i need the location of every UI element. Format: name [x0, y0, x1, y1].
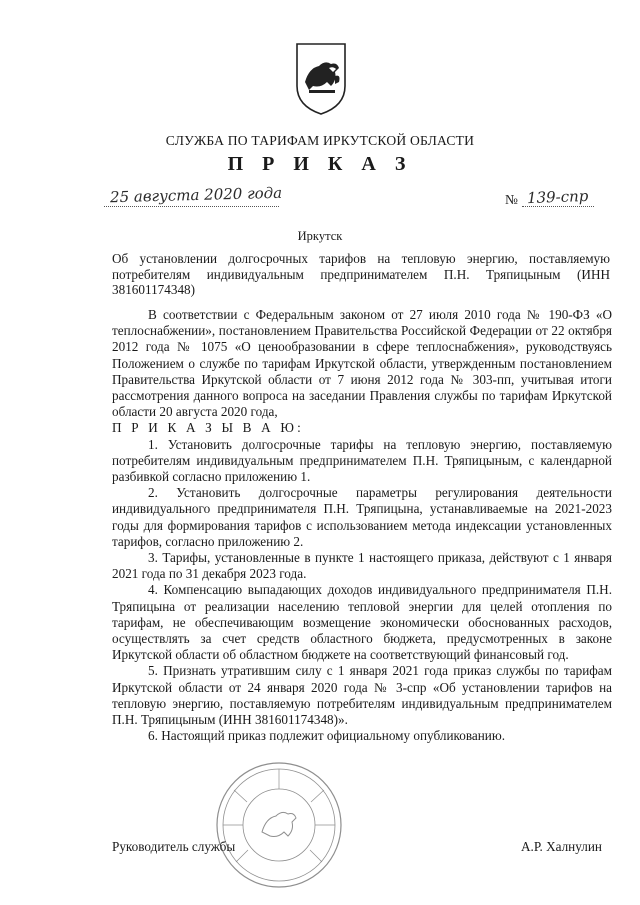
order-item-1: 1. Установить долгосрочные тарифы на тепловую энергию, поставляемую потребителям индивидуальным предпринимателем П.Н. Тряпицыным, с календарной разбивкой согласно приложению 1.: [112, 436, 612, 485]
preamble-paragraph: В соответствии с Федеральным законом от 27 июля 2010 года № 190-ФЗ «О теплоснабжении», постановлением Правительства Российской Федерации от 22 октября 2012 года № 1075 «О ценообразовании в сфере теплоснабжения», руководствуясь Положением о службе по тарифам Иркутской области, утвержденным постановлением Правительства Иркутской области от 7 июня 2012 года № 303-пп, учитывая итоги рассмотрения данного вопроса на заседании Правления службы по тарифам Иркутской области 20 августа 2020 года,: [112, 307, 612, 420]
number-underline: [522, 206, 594, 207]
order-item-5: 5. Признать утратившим силу с 1 января 2021 года приказ службы по тарифам Иркутской области от 24 января 2020 года № 3-спр «Об установлении тарифов на тепловую энергию, поставляемую потребителям индивидуальным предпринимателем П.Н. Тряпицыным (ИНН 381601174348)».: [112, 663, 612, 728]
coat-of-arms-icon: [295, 42, 347, 116]
signature-name: А.Р. Халнулин: [521, 839, 602, 854]
order-item-6: 6. Настоящий приказ подлежит официальному опубликованию.: [148, 728, 506, 744]
order-item-2: 2. Установить долгосрочные параметры регулирования деятельности индивидуального предпринимателя П.Н. Тряпицына, устанавливаемые на 2021-2023 годы для формирования тарифов с использованием метода индексации установленных тарифов, согласно приложению 2.: [112, 485, 612, 549]
order-subject: Об установлении долгосрочных тарифов на тепловую энергию, поставляемую потребителям индивидуальным предпринимателем П.Н. Тряпицыным (ИНН 381601174348): [112, 251, 610, 297]
order-item-3: 3. Тарифы, установленные в пункте 1 настоящего приказа, действуют с 1 января 2021 года по 31 декабря 2023 года.: [112, 550, 612, 582]
city-name: Иркутск: [297, 229, 343, 243]
handwritten-date: 25 августа 2020 года: [109, 183, 283, 207]
official-seal-icon: [214, 760, 344, 890]
document-title: П Р И К А З: [227, 153, 413, 175]
order-item-4: 4. Компенсацию выпадающих доходов индивидуального предпринимателя П.Н. Тряпицына от реализации населению тепловой энергии для целей отопления по тарифам, не обеспечивающим возмещение экономически обоснованных расходов, осуществлять за счет средств областного бюджета, предусмотренных в законе Иркутской области об областном бюджете на соответствующий финансовый год.: [112, 582, 612, 663]
order-body: [112, 307, 612, 744]
order-keyword: П Р И К А З Ы В А Ю:: [112, 420, 305, 436]
date-underline: [104, 206, 279, 207]
handwritten-number: 139-спр: [526, 186, 589, 208]
signature-role: Руководитель службы: [112, 839, 236, 854]
agency-name: СЛУЖБА ПО ТАРИФАМ ИРКУТСКОЙ ОБЛАСТИ: [165, 133, 475, 148]
number-sign: №: [505, 192, 518, 207]
